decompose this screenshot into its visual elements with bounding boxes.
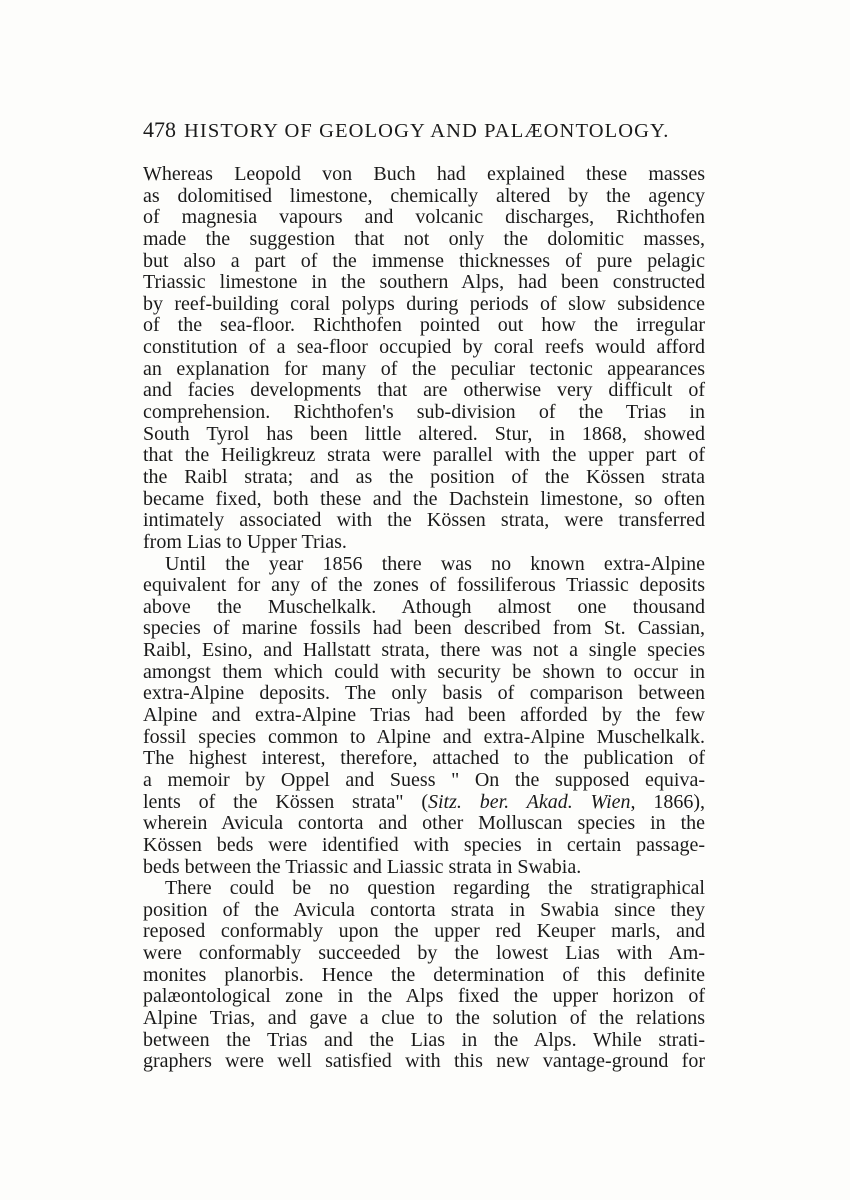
text-line: palæontological zone in the Alps fixed the upper horizon of: [143, 985, 705, 1008]
page-number: 478: [143, 117, 176, 142]
text-line: by reef-building coral polyps during periods of slow subsidence: [143, 292, 705, 315]
text-line: Kössen beds were identified with species in certain passage-: [143, 833, 705, 856]
running-head: [143, 117, 703, 143]
text-line: became fixed, both these and the Dachstein limestone, so often: [143, 487, 705, 510]
text-line: but also a part of the immense thicknesses of pure pelagic: [143, 249, 705, 272]
text-line: from Lias to Upper Trias.: [143, 530, 347, 553]
text-line: Alpine and extra-Alpine Trias had been afforded by the few: [143, 704, 705, 727]
text-line: reposed conformably upon the upper red Keuper marls, and: [143, 920, 705, 943]
text-line: lents of the Kössen strata" (Sitz. ber. Akad. Wien, 1866),: [143, 790, 706, 813]
text-line: position of the Avicula contorta strata in Swabia since they: [143, 898, 705, 921]
text-line: an explanation for many of the peculiar tectonic appearances: [143, 357, 705, 380]
text-line: made the suggestion that not only the dolomitic masses,: [143, 227, 705, 250]
text-line: above the Muschelkalk. Athough almost one thousand: [143, 595, 705, 618]
text-line: Until the year 1856 there was no known extra-Alpine: [165, 552, 705, 575]
text-line: wherein Avicula contorta and other Molluscan species in the: [143, 812, 705, 835]
text-line: graphers were well satisfied with this new vantage-ground for: [143, 1050, 705, 1073]
text-line: Alpine Trias, and gave a clue to the solution of the relations: [143, 1006, 705, 1029]
text-line: fossil species common to Alpine and extra-Alpine Muschelkalk.: [143, 725, 705, 748]
text-line: Whereas Leopold von Buch had explained these masses: [143, 163, 705, 185]
text-line: species of marine fossils had been described from St. Cassian,: [143, 617, 705, 640]
text-line: as dolomitised limestone, chemically altered by the agency: [143, 184, 705, 207]
text-line: were conformably succeeded by the lowest Lias with Am-: [143, 942, 705, 965]
text-line: of magnesia vapours and volcanic discharges, Richthofen: [143, 206, 705, 229]
text-line: Raibl, Esino, and Hallstatt strata, there was not a single species: [143, 639, 705, 662]
text-line: between the Trias and the Lias in the Alps. While strati-: [143, 1028, 705, 1051]
text-line: extra-Alpine deposits. The only basis of comparison between: [143, 682, 705, 705]
text-line: that the Heiligkreuz strata were parallel with the upper part of: [143, 444, 705, 467]
text-line: There could be no question regarding the stratigraphical: [165, 877, 705, 900]
text-line: monites planorbis. Hence the determination of this definite: [143, 963, 705, 986]
text-line: comprehension. Richthofen's sub-division of the Trias in: [143, 401, 705, 424]
text-line: Triassic limestone in the southern Alps, had been constructed: [143, 271, 705, 294]
text-line: a memoir by Oppel and Suess " On the supposed equiva-: [143, 768, 705, 791]
text-line: of the sea-floor. Richthofen pointed out how the irregular: [143, 314, 705, 337]
text-line: amongst them which could with security be shown to occur in: [143, 660, 705, 683]
text-line: equivalent for any of the zones of fossiliferous Triassic deposits: [143, 574, 705, 597]
text-line: constitution of a sea-floor occupied by coral reefs would afford: [143, 336, 705, 359]
text-line: South Tyrol has been little altered. Stur, in 1868, showed: [143, 422, 705, 445]
text-line: the Raibl strata; and as the position of the Kössen strata: [143, 465, 705, 488]
body-text: [143, 164, 705, 1073]
text-line: The highest interest, therefore, attached to the publication of: [143, 747, 705, 770]
text-line: intimately associated with the Kössen strata, were transferred: [143, 509, 705, 532]
running-title: HISTORY OF GEOLOGY AND PALÆONTOLOGY.: [184, 120, 670, 142]
text-line: and facies developments that are otherwise very difficult of: [143, 379, 705, 402]
text-line: beds between the Triassic and Liassic strata in Swabia.: [143, 855, 582, 878]
